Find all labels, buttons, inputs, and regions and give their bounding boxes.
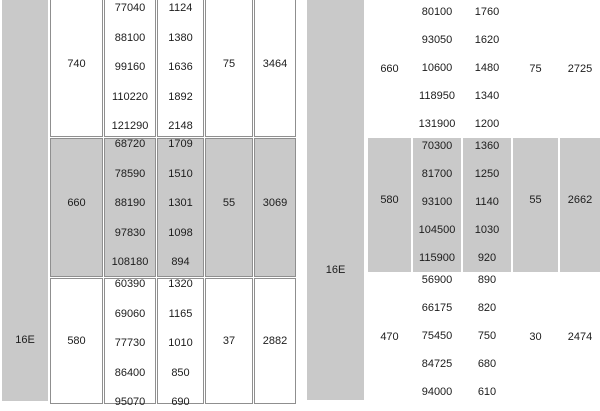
cell-value: 1709 — [168, 138, 193, 150]
table-cell — [254, 278, 296, 404]
cell-value: 77730 — [114, 337, 146, 349]
cell-value: 1250 — [474, 168, 500, 180]
table-cell — [513, 138, 558, 272]
table-cell — [413, 138, 461, 272]
table-cell — [205, 138, 253, 277]
cell-value: 88100 — [114, 31, 146, 44]
cell-value: 1380 — [168, 31, 193, 44]
cell-value: 610 — [477, 386, 497, 398]
cell-value: 1480 — [474, 62, 500, 74]
cell-value: 750 — [477, 330, 497, 342]
cell-value: 1892 — [168, 90, 193, 103]
cell-value: 3464 — [262, 58, 288, 70]
cell-value: 1098 — [168, 226, 193, 239]
table-cell — [368, 0, 411, 137]
cell-value: 2882 — [262, 335, 288, 347]
cell-value: 1510 — [168, 167, 193, 180]
cell-value: 86400 — [114, 366, 146, 379]
cell-value: 1010 — [168, 337, 193, 349]
table-cell — [368, 138, 411, 272]
cell-value: 470 — [380, 330, 399, 343]
left-row-group-label-column — [2, 0, 48, 401]
cell-value: 690 — [171, 396, 190, 408]
cell-value: 55 — [222, 196, 236, 209]
table-cell — [560, 273, 600, 400]
cell-value: 97830 — [114, 226, 146, 239]
table-cell — [104, 138, 156, 277]
table-cell — [513, 273, 558, 400]
cell-value: 81700 — [421, 168, 453, 180]
table-cell — [254, 0, 296, 137]
cell-value: 660 — [380, 62, 399, 75]
cell-value: 93100 — [421, 196, 453, 208]
table-cell — [50, 0, 103, 137]
cell-value: 30 — [529, 330, 542, 343]
cell-value: 77040 — [114, 2, 146, 14]
table-cell — [560, 138, 600, 272]
cell-value: 890 — [477, 274, 497, 286]
cell-value: 75 — [222, 58, 236, 70]
cell-value: 1030 — [474, 224, 500, 236]
cell-value: 37 — [222, 335, 236, 347]
cell-value: 56900 — [421, 274, 453, 286]
cell-value: 1124 — [168, 2, 193, 14]
cell-value: 3069 — [262, 196, 288, 209]
table-cell — [560, 0, 600, 137]
table-cell — [463, 273, 511, 400]
cell-value: 115900 — [419, 252, 455, 264]
right-row-group-label: 16E — [325, 264, 346, 276]
cell-value: 1140 — [475, 196, 499, 208]
table-cell — [104, 0, 156, 137]
cell-value: 95070 — [114, 396, 146, 408]
cell-value: 69060 — [114, 307, 146, 320]
cell-value: 1760 — [474, 6, 500, 18]
cell-value: 1360 — [474, 140, 500, 152]
cell-value: 93050 — [421, 34, 453, 46]
cell-value: 680 — [477, 358, 497, 370]
table-cell — [413, 0, 461, 137]
table-cell — [368, 273, 411, 400]
cell-value: 94000 — [421, 386, 453, 398]
cell-value: 121290 — [111, 120, 149, 132]
cell-value: 75450 — [421, 330, 453, 342]
cell-value: 1301 — [168, 197, 193, 209]
table-cell — [463, 138, 511, 272]
cell-value: 88190 — [114, 197, 146, 209]
cell-value: 1165 — [168, 307, 193, 320]
cell-value: 660 — [67, 196, 86, 209]
table-cell — [205, 278, 253, 404]
cell-value: 1340 — [474, 90, 500, 102]
cell-value: 108180 — [111, 256, 149, 268]
cell-value: 2148 — [168, 120, 193, 132]
right-row-group-label-column — [307, 0, 364, 400]
cell-value: 118950 — [419, 90, 455, 102]
cell-value: 894 — [171, 256, 190, 268]
left-row-group-label: 16E — [15, 334, 35, 346]
cell-value: 1620 — [474, 34, 500, 46]
cell-value: 580 — [67, 335, 86, 347]
table-cell — [50, 138, 103, 277]
cell-value: 820 — [477, 302, 497, 314]
cell-value: 78590 — [114, 167, 146, 180]
cell-value: 2662 — [567, 194, 593, 206]
cell-value: 66175 — [421, 302, 453, 314]
cell-value: 104500 — [418, 224, 456, 236]
cell-value: 99160 — [114, 61, 146, 73]
table-cell — [254, 138, 296, 277]
table-cell — [50, 278, 103, 404]
cell-value: 55 — [529, 194, 542, 206]
table-cell — [205, 0, 253, 137]
table-cell — [463, 0, 511, 137]
cell-value: 60390 — [114, 278, 146, 290]
table-cell — [157, 278, 204, 408]
cell-value: 850 — [171, 366, 190, 379]
cell-value: 2474 — [567, 330, 593, 343]
cell-value: 80100 — [421, 6, 453, 18]
cell-value: 68720 — [114, 138, 146, 150]
cell-value: 1636 — [168, 61, 193, 73]
cell-value: 1320 — [168, 278, 193, 290]
cell-value: 75 — [529, 62, 542, 75]
table-cell — [157, 0, 204, 137]
cell-value: 920 — [477, 252, 497, 264]
cell-value: 70300 — [421, 140, 453, 152]
table-cell — [513, 0, 558, 137]
cell-value: 10600 — [421, 62, 453, 74]
cell-value: 2725 — [567, 62, 593, 75]
cell-value: 1200 — [474, 118, 500, 130]
cell-value: 131900 — [418, 118, 456, 130]
cell-value: 84725 — [421, 358, 453, 370]
table-cell — [157, 138, 204, 277]
table-cell — [104, 278, 156, 408]
cell-value: 110220 — [112, 90, 148, 103]
table-cell — [413, 273, 461, 400]
cell-value: 580 — [380, 194, 399, 206]
cell-value: 740 — [67, 58, 86, 70]
